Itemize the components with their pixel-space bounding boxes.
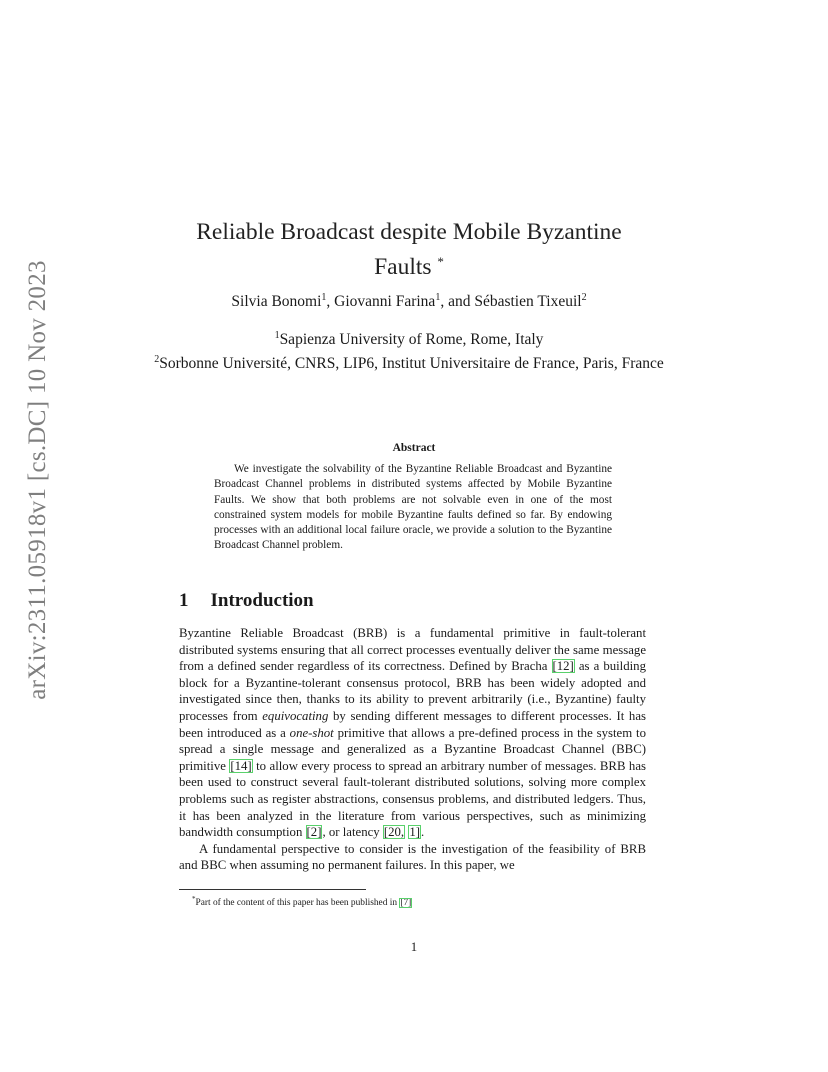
citation-link[interactable]: [20, — [383, 825, 405, 840]
citation-link[interactable]: 1] — [409, 825, 421, 840]
paragraph-text: . — [421, 825, 425, 840]
affiliation-text: Sapienza University of Rome, Rome, Italy — [279, 331, 544, 348]
footnote — [192, 895, 412, 908]
paragraph-text: as a building block for a Byzantine-tolerant consensus protocol, BRB has been widely adopted and investigated since then, thanks to its ability to prevent arbitrarily (i.e., Byzantine) faulty processes from — [179, 659, 646, 723]
author-separator: , and — [440, 293, 475, 310]
abstract-heading: Abstract — [392, 442, 436, 454]
author-name: Giovanni Farina — [334, 293, 436, 310]
paragraph-text: , or latency — [322, 825, 383, 840]
affiliations — [150, 326, 668, 373]
author-affiliation-mark: 1 — [435, 292, 441, 303]
section-heading — [179, 590, 314, 612]
emphasis-text: one-shot — [289, 725, 334, 740]
citation-link[interactable]: [2] — [306, 825, 322, 840]
author-name: Silvia Bonomi — [231, 293, 322, 310]
title-footnote-mark[interactable]: * — [437, 254, 444, 269]
affiliation-mark: 1 — [274, 330, 280, 341]
introduction-body — [179, 625, 646, 874]
author-separator: , — [326, 293, 335, 310]
citation-link[interactable]: [12] — [552, 659, 574, 674]
paragraph-text: by sending different messages to different processes. It has been introduced as a — [179, 708, 646, 740]
arxiv-identifier-stamp — [18, 260, 58, 700]
section-title: Introduction — [210, 590, 314, 611]
title-line-2 — [170, 247, 648, 282]
page-number: 1 — [410, 940, 418, 954]
footnote-divider — [179, 889, 366, 890]
section-number: 1 — [179, 590, 189, 611]
abstract-text: We investigate the solvability of the Byzantine Reliable Broadcast and Byzantine Broadcast Channel problems in distributed systems affected by Mobile Byzantine Faults. We show that both problems are not solvable even in one of the most constrained system models for mobile Byzantine faults defined so far. By endowing processes with an additional local failure oracle, we provide a solution to the Byzantine Broadcast Channel problem. — [214, 463, 612, 552]
author-list — [150, 292, 668, 311]
author-affiliation-mark: 2 — [581, 292, 587, 303]
author-name: Sébastien Tixeuil — [474, 293, 582, 310]
affiliation-text: Sorbonne Université, CNRS, LIP6, Institut Universitaire de France, Paris, France — [159, 354, 664, 372]
affiliation-2 — [150, 350, 668, 374]
paragraph-text: primitive that allows a pre-defined process in the system to spread a single message and generalized as a Byzantine Broadcast Channel (BBC) primitive — [179, 725, 646, 773]
paragraph-text: Byzantine Reliable Broadcast (BRB) is a fundamental primitive in fault-tolerant distributed systems ensuring that all correct processes eventually deliver the same message from a defined sender regardless of its correctness. Defined by Bracha — [179, 626, 646, 674]
title-line-2-text: Faults — [374, 254, 432, 280]
citation-link[interactable]: [7] — [400, 898, 412, 908]
affiliation-1 — [150, 326, 668, 350]
title-line-1: Reliable Broadcast despite Mobile Byzantine — [196, 219, 622, 245]
footnote-mark: * — [192, 895, 196, 903]
paragraph — [179, 625, 646, 841]
footnote-text: Part of the content of this paper has been published in — [195, 898, 400, 908]
arxiv-id-text: arXiv:2311.05918v1 [cs.DC] 10 Nov 2023 — [24, 260, 51, 700]
paper-title — [170, 218, 648, 282]
paragraph: A fundamental perspective to consider is the investigation of the feasibility of BRB and BBC when assuming no permanent failures. In this paper, we — [179, 841, 646, 873]
citation-link[interactable]: [14] — [230, 758, 252, 773]
affiliation-mark: 2 — [154, 353, 160, 365]
author-affiliation-mark: 1 — [321, 292, 327, 303]
emphasis-text: equivocating — [262, 708, 329, 723]
paragraph-text: to allow every process to spread an arbitrary number of messages. BRB has been used to construct several fault-tolerant distributed solutions, solving more complex problems such as register abstractions, consensus problems, and distributed ledgers. Thus, it has been analyzed in the literature from various perspectives, such as minimizing bandwidth consumption — [179, 758, 646, 840]
